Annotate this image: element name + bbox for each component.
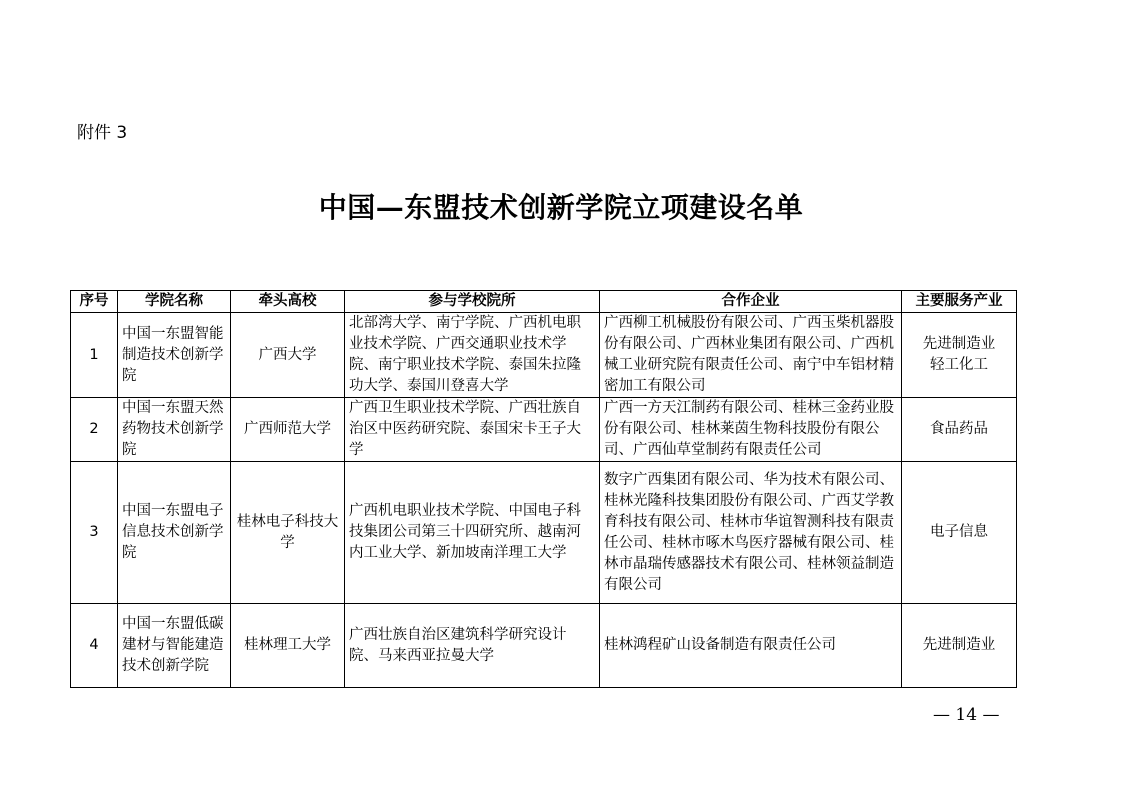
main-industry: 先进制造业 (902, 604, 1017, 688)
partner-institutions: 广西卫生职业技术学院、广西壮族自治区中医药研究院、泰国宋卡王子大学 (345, 398, 600, 462)
table-row (71, 313, 1017, 398)
partner-companies: 数字广西集团有限公司、华为技术有限公司、桂林光隆科技集团股份有限公司、广西艾学教育科技有限公司、桂林市华谊智测科技有限责任公司、桂林市啄木鸟医疗器械有限公司、桂林市晶瑞传感器技术有限公司、桂林领益制造有限公司 (600, 462, 902, 604)
page-number: — 14 — (933, 705, 1000, 725)
college-name: 中国一东盟天然药物技术创新学院 (118, 398, 231, 462)
partner-companies: 广西一方天江制药有限公司、桂林三金药业股份有限公司、桂林莱茵生物科技股份有限公司、广西仙草堂制药有限责任公司 (600, 398, 902, 462)
partner-companies: 广西柳工机械股份有限公司、广西玉柴机器股份有限公司、广西林业集团有限公司、广西机械工业研究院有限责任公司、南宁中车铝材精密加工有限公司 (600, 313, 902, 398)
table-row (71, 398, 1017, 462)
row-number: 1 (71, 313, 118, 398)
row-number: 4 (71, 604, 118, 688)
table-row (71, 462, 1017, 604)
table-header-row (71, 291, 1017, 313)
partner-institutions: 北部湾大学、南宁学院、广西机电职业技术学院、广西交通职业技术学院、南宁职业技术学院、泰国朱拉隆功大学、泰国川登喜大学 (345, 313, 600, 398)
college-name: 中国一东盟电子信息技术创新学院 (118, 462, 231, 604)
row-number: 3 (71, 462, 118, 604)
header-main-industry: 主要服务产业 (902, 291, 1017, 313)
lead-university: 广西大学 (231, 313, 345, 398)
main-industry: 先进制造业 轻工化工 (902, 313, 1017, 398)
header-partner-companies: 合作企业 (600, 291, 902, 313)
header-college-name: 学院名称 (118, 291, 231, 313)
partner-companies: 桂林鸿程矿山设备制造有限责任公司 (600, 604, 902, 688)
header-lead-university: 牵头高校 (231, 291, 345, 313)
lead-university: 广西师范大学 (231, 398, 345, 462)
main-industry: 电子信息 (902, 462, 1017, 604)
college-list-table (70, 290, 1017, 688)
table-row (71, 604, 1017, 688)
lead-university: 桂林电子科技大学 (231, 462, 345, 604)
lead-university: 桂林理工大学 (231, 604, 345, 688)
college-name: 中国一东盟低碳建材与智能建造技术创新学院 (118, 604, 231, 688)
header-no: 序号 (71, 291, 118, 313)
header-partner-institutions: 参与学校院所 (345, 291, 600, 313)
attachment-label: 附件 3 (77, 123, 128, 143)
row-number: 2 (71, 398, 118, 462)
main-industry: 食品药品 (902, 398, 1017, 462)
partner-institutions: 广西机电职业技术学院、中国电子科技集团公司第三十四研究所、越南河内工业大学、新加坡南洋理工大学 (345, 462, 600, 604)
college-name: 中国一东盟智能制造技术创新学院 (118, 313, 231, 398)
page-title: 中国—东盟技术创新学院立项建设名单 (318, 191, 804, 224)
partner-institutions: 广西壮族自治区建筑科学研究设计院、马来西亚拉曼大学 (345, 604, 600, 688)
